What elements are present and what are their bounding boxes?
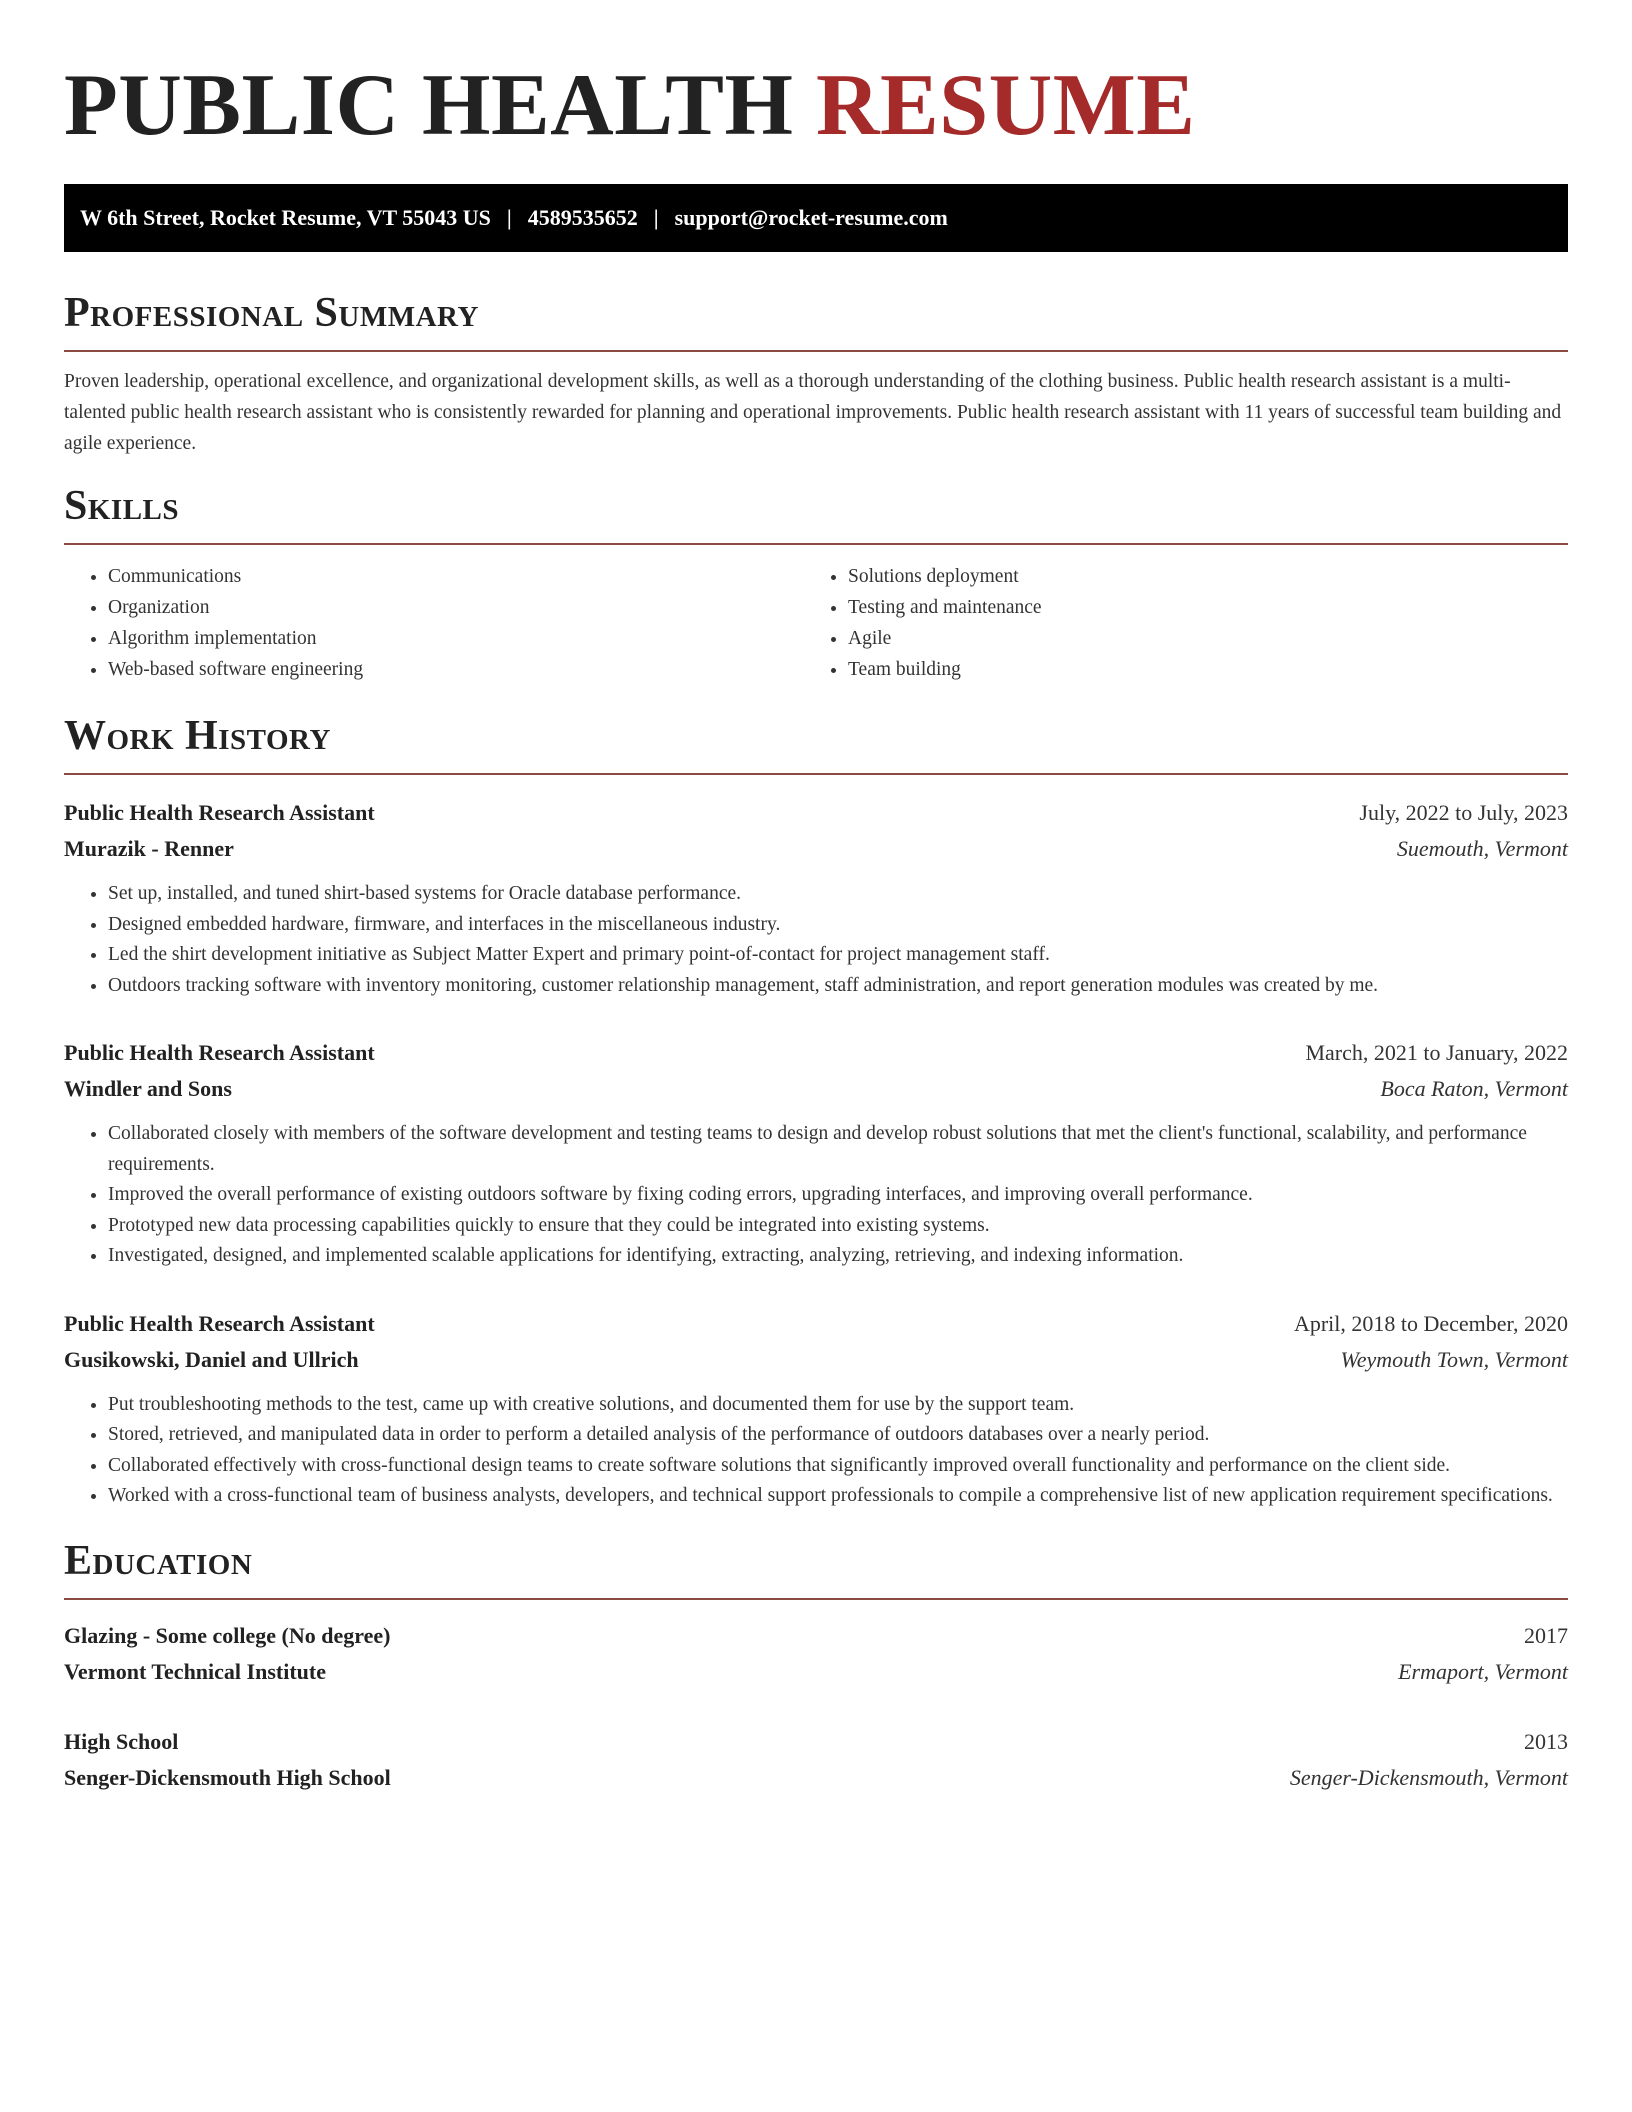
education-degree: Glazing - Some college (No degree) (64, 1622, 391, 1648)
section-divider (64, 1598, 1568, 1600)
education-section (64, 1537, 1568, 1796)
skills-section (64, 485, 1568, 685)
job-bullet: • Collaborated effectively with cross-functional design teams to create software solutions that significantly improved overall functionality and performance on the client side. (108, 1451, 1568, 1482)
contact-bar (64, 184, 1568, 252)
job-title: Public Health Research Assistant (64, 1310, 375, 1336)
summary-section (64, 292, 1568, 459)
skills-list-right (804, 561, 1544, 685)
job-bullet: • Worked with a cross-functional team of business analysts, developers, and technical support professionals to compile a comprehensive list of new application requirement specifications. (108, 1481, 1568, 1512)
title-main: PUBLIC HEALTH (64, 57, 794, 154)
job-bullet: • Collaborated closely with members of the software development and testing teams to design and develop robust solutions that met the client's functional, scalability, and performance requirements. (108, 1119, 1568, 1180)
skill-item: • Communications (108, 561, 804, 592)
job-title: Public Health Research Assistant (64, 800, 375, 825)
job-dates: July, 2022 to July, 2023 (1359, 800, 1568, 825)
job-company: Murazik - Renner (64, 836, 234, 861)
job-bullets (64, 1119, 1568, 1272)
job-bullet: • Stored, retrieved, and manipulated data in order to perform a detailed analysis of the performance of outdoors databases over a nearly period. (108, 1420, 1568, 1451)
job-bullet: • Designed embedded hardware, firmware, and interfaces in the miscellaneous industry. (108, 910, 1568, 941)
resume-title (64, 57, 1568, 154)
contact-separator: | (653, 205, 659, 230)
skill-item: • Team building (848, 654, 1544, 685)
summary-heading: Professional Summary (64, 290, 479, 336)
job-bullet: • Set up, installed, and tuned shirt-based systems for Oracle database performance. (108, 879, 1568, 910)
skill-item: • Web-based software engineering (108, 654, 804, 685)
job-bullet: • Outdoors tracking software with inventory monitoring, customer relationship management, staff administration, and report generation modules was created by me. (108, 971, 1568, 1002)
education-location: Senger-Dickensmouth, Vermont (1289, 1764, 1568, 1790)
job-dates: March, 2021 to January, 2022 (1305, 1040, 1568, 1065)
job-entry (64, 795, 1568, 1001)
education-year: 2013 (1524, 1728, 1568, 1754)
summary-text: Proven leadership, operational excellence, and organizational development skills, as well as a thorough understanding of the clothing business. Public health research assistant is a multi-talented public health research assistant who is consistently rewarded for planning and operational improvements. Public health research assistant with 11 years of successful team building and agile experience. (64, 371, 1562, 454)
job-company: Windler and Sons (64, 1076, 232, 1101)
skill-item: • Testing and maintenance (848, 592, 1544, 623)
job-bullet: • Improved the overall performance of existing outdoors software by fixing coding errors, upgrading interfaces, and improving overall performance. (108, 1180, 1568, 1211)
job-entry (64, 1306, 1568, 1512)
skills-heading: Skills (64, 483, 180, 529)
education-heading: Education (64, 1537, 253, 1584)
skill-item: • Algorithm implementation (108, 623, 804, 654)
job-bullet: • Investigated, designed, and implemented scalable applications for identifying, extracting, analyzing, retrieving, and indexing information. (108, 1241, 1568, 1272)
skills-list-left (64, 561, 804, 685)
contact-separator: | (506, 205, 512, 230)
education-location: Ermaport, Vermont (1398, 1658, 1568, 1684)
job-bullets (64, 1390, 1568, 1512)
education-degree: High School (64, 1728, 179, 1754)
job-bullet: • Put troubleshooting methods to the test, came up with creative solutions, and documented them for use by the support team. (108, 1390, 1568, 1421)
job-bullet: • Led the shirt development initiative as Subject Matter Expert and primary point-of-contact for project management staff. (108, 940, 1568, 971)
contact-address: W 6th Street, Rocket Resume, VT 55043 US (80, 205, 491, 230)
skill-item: • Agile (848, 623, 1544, 654)
job-bullets (64, 879, 1568, 1001)
job-location: Suemouth, Vermont (1396, 836, 1568, 861)
skill-item: • Solutions deployment (848, 561, 1544, 592)
contact-phone: 4589535652 (527, 205, 638, 230)
section-divider (64, 543, 1568, 545)
job-location: Weymouth Town, Vermont (1340, 1346, 1568, 1372)
section-divider (64, 773, 1568, 775)
job-location: Boca Raton, Vermont (1380, 1076, 1568, 1101)
section-divider (64, 350, 1568, 352)
work-section (64, 715, 1568, 1512)
contact-email: support@rocket-resume.com (674, 205, 948, 230)
job-dates: April, 2018 to December, 2020 (1293, 1310, 1568, 1336)
work-heading: Work History (64, 713, 331, 759)
education-school: Senger-Dickensmouth High School (64, 1764, 391, 1790)
education-entry (64, 1618, 1568, 1690)
job-entry (64, 1035, 1568, 1272)
education-year: 2017 (1524, 1622, 1568, 1648)
job-bullet: • Prototyped new data processing capabilities quickly to ensure that they could be integrated into existing systems. (108, 1211, 1568, 1242)
skill-item: • Organization (108, 592, 804, 623)
title-accent: RESUME (815, 57, 1196, 154)
education-school: Vermont Technical Institute (64, 1658, 326, 1684)
education-entry (64, 1724, 1568, 1796)
job-title: Public Health Research Assistant (64, 1040, 375, 1065)
skills-grid (64, 561, 1568, 685)
job-company: Gusikowski, Daniel and Ullrich (64, 1346, 359, 1372)
